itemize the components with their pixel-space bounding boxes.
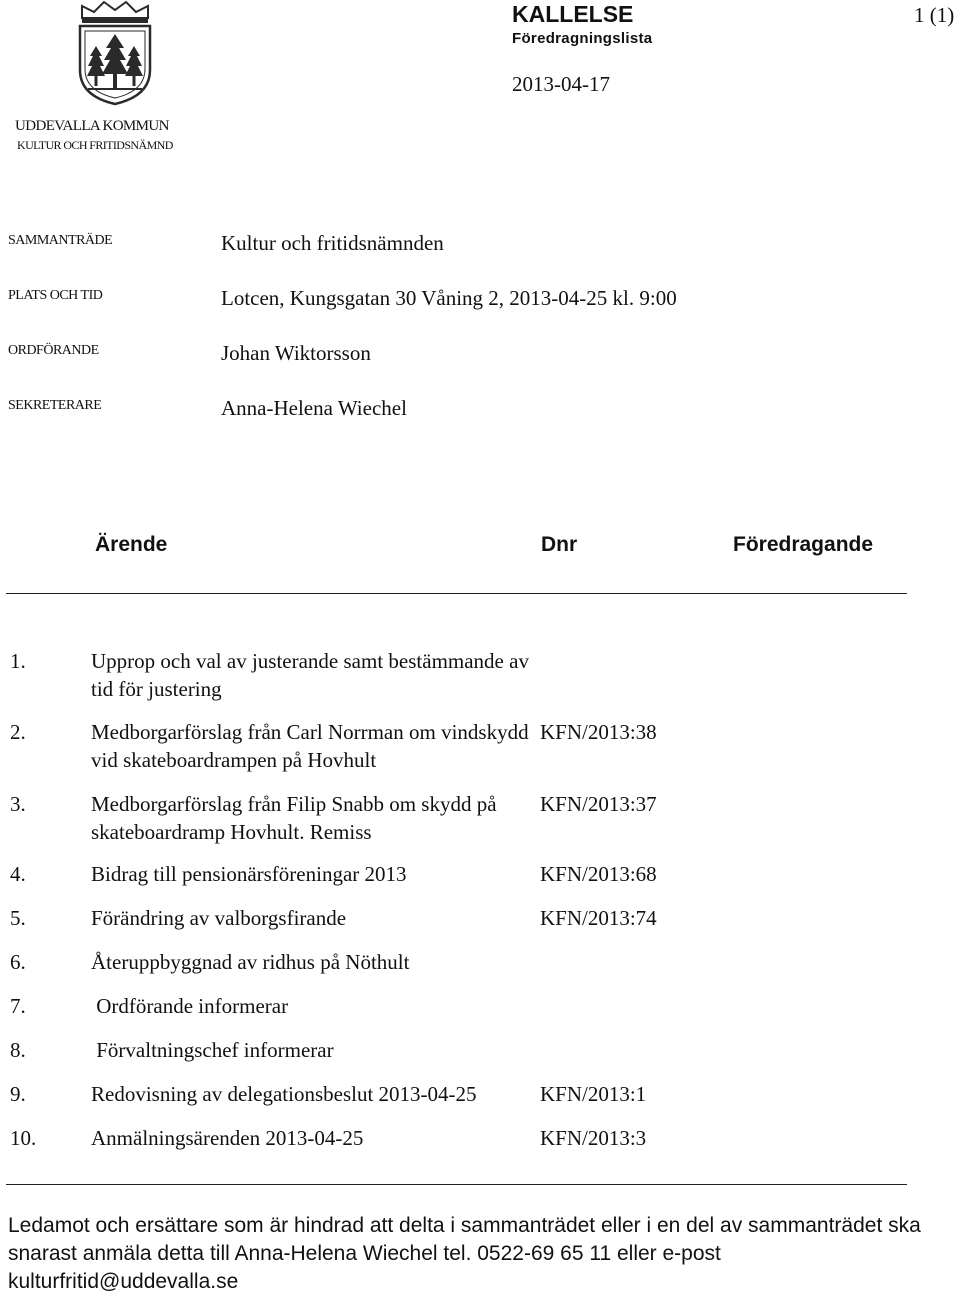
item-number: 3. bbox=[10, 792, 26, 816]
location-time-label: PLATS OCH TID bbox=[8, 288, 103, 303]
location-time-value: Lotcen, Kungsgatan 30 Våning 2, 2013-04-25 kl. 9:00 bbox=[221, 286, 677, 310]
item-number: 1. bbox=[10, 649, 26, 673]
item-title: Anmälningsärenden 2013-04-25 bbox=[91, 1126, 364, 1150]
municipality-name: UDDEVALLA KOMMUN bbox=[15, 118, 169, 134]
item-title: Ordförande informerar bbox=[91, 994, 289, 1018]
item-number: 4. bbox=[10, 862, 26, 886]
item-title: Förvaltningschef informerar bbox=[91, 1038, 334, 1062]
item-dnr: KFN/2013:3 bbox=[540, 1126, 647, 1150]
chairman-value: Johan Wiktorsson bbox=[221, 341, 371, 365]
meeting-value: Kultur och fritidsnämnden bbox=[221, 231, 444, 255]
item-dnr: KFN/2013:37 bbox=[540, 792, 657, 816]
item-title: Upprop och val av justerande samt bestämmande av tid för justering bbox=[91, 649, 529, 701]
item-number: 7. bbox=[10, 994, 26, 1018]
municipal-crest-icon bbox=[74, 0, 156, 106]
document-subtitle: Föredragningslista bbox=[512, 30, 653, 47]
item-dnr: KFN/2013:1 bbox=[540, 1082, 647, 1106]
column-header-dnr: Dnr bbox=[541, 533, 578, 556]
item-dnr: KFN/2013:38 bbox=[540, 720, 657, 744]
item-dnr: KFN/2013:74 bbox=[540, 906, 657, 930]
page-number: 1 (1) bbox=[914, 3, 955, 27]
item-title: Medborgarförslag från Filip Snabb om skydd på skateboardramp Hovhult. Remiss bbox=[91, 792, 497, 844]
secretary-value: Anna-Helena Wiechel bbox=[221, 396, 407, 420]
column-header-item: Ärende bbox=[95, 533, 168, 556]
item-number: 8. bbox=[10, 1038, 26, 1062]
item-number: 10. bbox=[10, 1126, 37, 1150]
attendance-note: Ledamot och ersättare som är hindrad att delta i sammanträdet eller i en del av sammanträdet ska snarast anmäla detta till Anna-Helena Wiechel tel. 0522-69 65 11 eller e-post kulturfritid@uddevalla.se bbox=[8, 1214, 921, 1293]
committee-name: KULTUR OCH FRITIDSNÄMND bbox=[17, 138, 173, 152]
item-title: Medborgarförslag från Carl Norrman om vindskydd vid skateboardrampen på Hovhult bbox=[91, 720, 529, 772]
document-date: 2013-04-17 bbox=[512, 72, 610, 96]
item-title: Återuppbyggnad av ridhus på Nöthult bbox=[91, 950, 410, 974]
meeting-label: SAMMANTRÄDE bbox=[8, 233, 113, 248]
header-divider bbox=[6, 593, 907, 594]
chairman-label: ORDFÖRANDE bbox=[8, 343, 99, 358]
document-type: KALLELSE bbox=[512, 1, 634, 27]
item-dnr: KFN/2013:68 bbox=[540, 862, 657, 886]
column-header-presenter: Föredragande bbox=[733, 533, 874, 556]
item-number: 2. bbox=[10, 720, 26, 744]
item-title: Redovisning av delegationsbeslut 2013-04-25 bbox=[91, 1082, 477, 1106]
item-number: 9. bbox=[10, 1082, 26, 1106]
item-title: Bidrag till pensionärsföreningar 2013 bbox=[91, 862, 407, 886]
secretary-label: SEKRETERARE bbox=[8, 398, 102, 413]
footer-divider bbox=[6, 1184, 907, 1185]
item-number: 5. bbox=[10, 906, 26, 930]
item-title: Förändring av valborgsfirande bbox=[91, 906, 347, 930]
item-number: 6. bbox=[10, 950, 26, 974]
